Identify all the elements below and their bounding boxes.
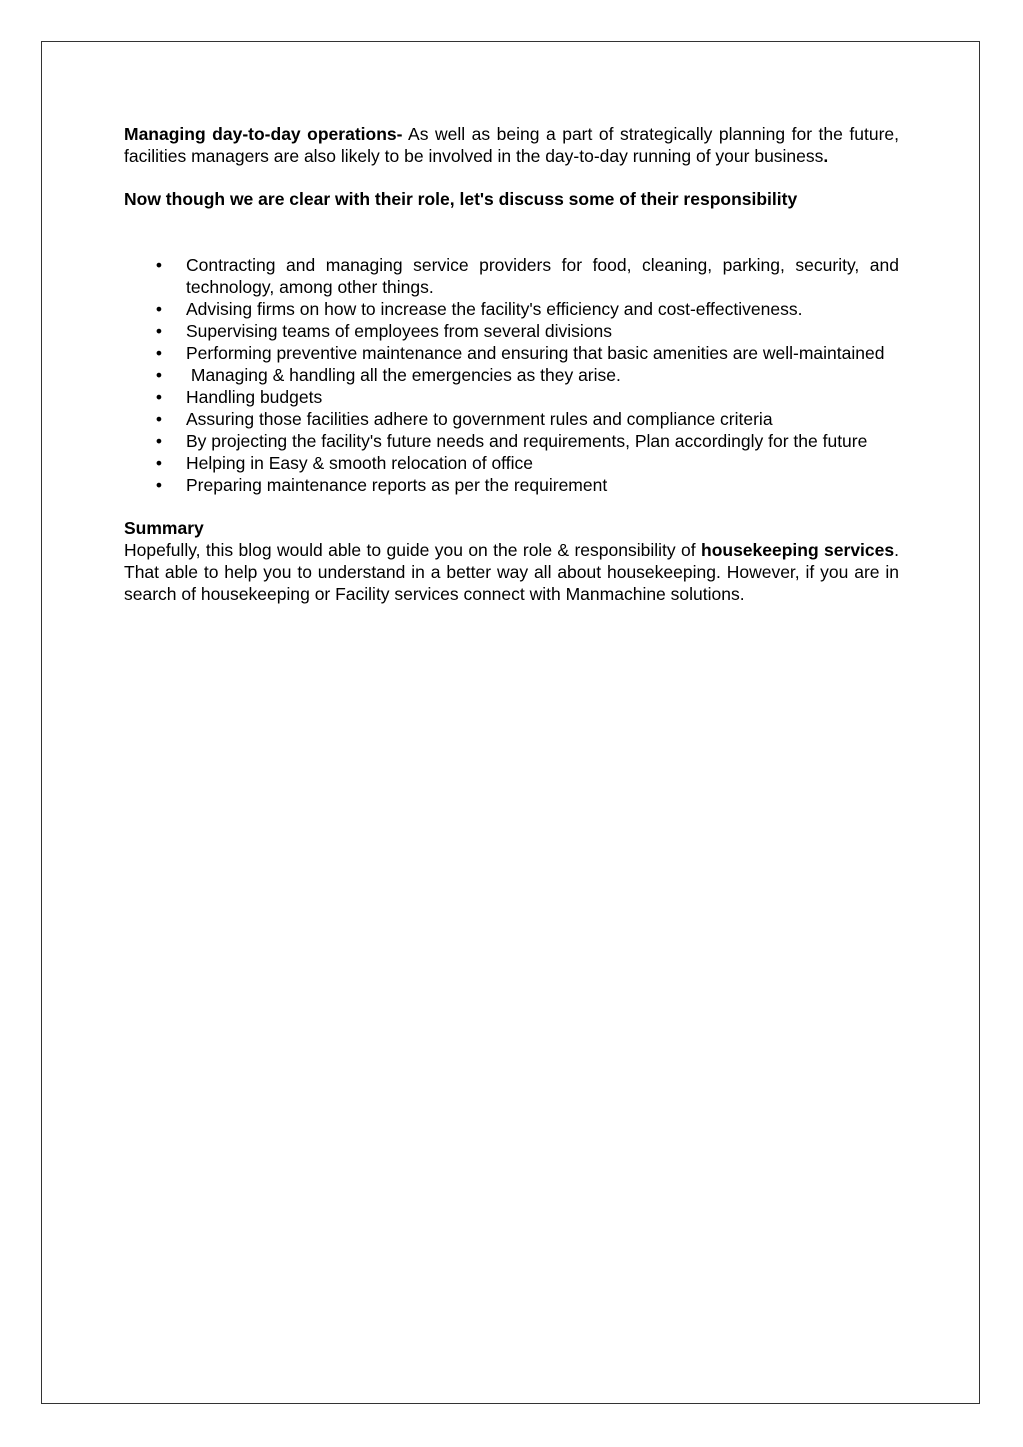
bullet-icon: • [155,321,163,341]
bullet-icon: • [155,475,163,495]
bullet-icon: • [155,431,163,451]
list-item-text: Managing & handling all the emergencies as they arise. [186,365,621,385]
list-item [124,342,899,364]
list-item-text: Contracting and managing service providers for food, cleaning, parking, security, and technology, among other things. [186,255,899,297]
list-item-text: Performing preventive maintenance and ensuring that basic amenities are well-maintained [186,343,885,363]
list-item [124,386,899,408]
intro-lead: Managing day-to-day operations- [124,124,403,144]
bullet-icon: • [155,299,163,319]
list-item-text: Handling budgets [186,387,323,407]
role-heading: Now though we are clear with their role, let's discuss some of their responsibility [124,189,798,209]
list-item-text: Preparing maintenance reports as per the requirement [186,475,608,495]
list-item [124,320,899,342]
intro-end: . [823,146,829,166]
bullet-icon: • [155,343,163,363]
intro-text: As well as being a part of strategically planning for the future, facilities managers are also likely to be involved in the day-to-day running of your business [124,124,899,166]
intro-paragraph [124,123,899,167]
list-item [124,364,899,386]
bullet-icon: • [155,453,163,473]
document-body [124,123,899,605]
list-item-text: Supervising teams of employees from several divisions [186,321,613,341]
list-item-text: Helping in Easy & smooth relocation of office [186,453,533,473]
summary-paragraph [124,539,899,605]
bullet-icon: • [155,365,163,385]
list-item [124,298,899,320]
list-item [124,408,899,430]
list-item-text: By projecting the facility's future needs and requirements, Plan accordingly for the future [186,431,868,451]
bullet-icon: • [155,255,163,275]
list-item [124,430,899,452]
summary-text-after: . That able to help you to understand in a better way all about housekeeping. However, if you are in search of housekeeping or Facility services connect with Manmachine solutions. [124,540,899,604]
responsibility-list [124,254,899,496]
list-item [124,474,899,496]
bullet-icon: • [155,409,163,429]
list-item [124,452,899,474]
summary-bold: housekeeping services [701,540,895,560]
summary-text-before: Hopefully, this blog would able to guide you on the role & responsibility of [124,540,701,560]
bullet-icon: • [155,387,163,407]
list-item [124,254,899,298]
list-item-text: Advising firms on how to increase the facility's efficiency and cost-effectiveness. [186,299,803,319]
summary-heading: Summary [124,518,204,538]
list-item-text: Assuring those facilities adhere to government rules and compliance criteria [186,409,773,429]
